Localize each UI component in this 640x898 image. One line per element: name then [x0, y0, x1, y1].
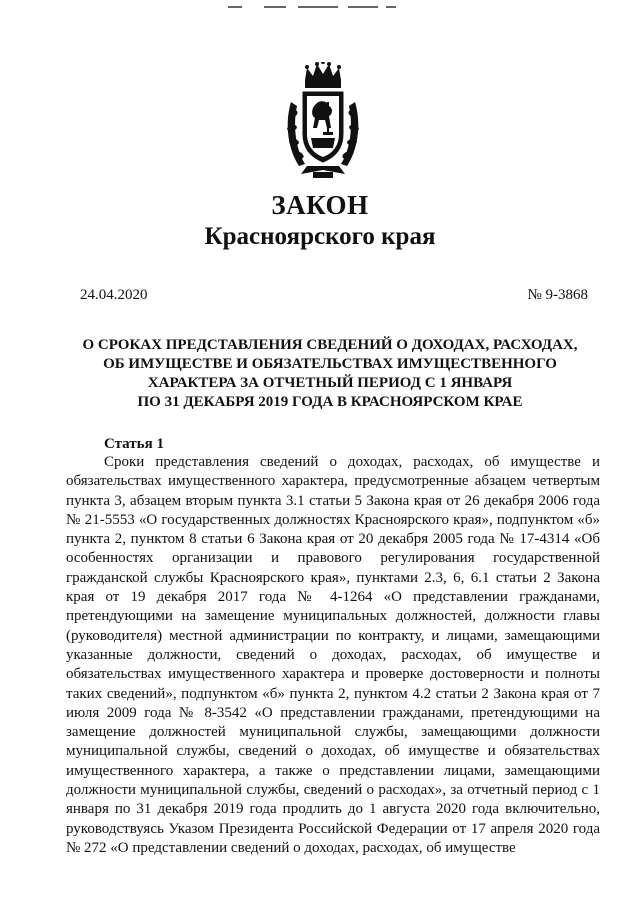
coat-of-arms-icon: [283, 62, 363, 182]
document-number: № 9-3868: [527, 287, 588, 303]
article-title: Статья 1: [104, 436, 164, 452]
law-heading-line: ПО 31 ДЕКАБРЯ 2019 ГОДА В КРАСНОЯРСКОМ КРАЕ: [137, 394, 523, 410]
law-heading-line: О СРОКАХ ПРЕДСТАВЛЕНИЯ СВЕДЕНИЙ О ДОХОДАХ, РАСХОДАХ,: [82, 337, 578, 353]
article-body: Сроки представления сведений о доходах, расходах, об имуществе и обязательствах имущественного характера, предусмотренные абзацем четвертым пункта 3, абзацем вторым пункта 3.1 статьи 5 Закона края от 26 декабря 2006 года № 21-5553 «О государственных должностях Красноярского края», подпунктом «б» пункта 2, пунктом 8 статьи 6 Закона края от 20 декабря 2005 года № 17-4314 «Об особенностях организации и правового регулирования государственной гражданской службы Красноярского края», пунктами 2.3, 6, 6.1 статьи 2 Закона края от 19 декабря 2017 года № 4-1264 «О представлении гражданами, претендующими на замещение муниципальных должностей, должности главы (руководителя) местной администрации по контракту, и лицами, замещающими указанные должности, сведений о доходах, расходах, об имуществе и обязательствах имущественного характера и проверке достоверности и полноты таких сведений», подпунктом «б» пункта 2, пунктом 4.2 статьи 2 Закона края от 7 июля 2009 года № 8-3542 «О представлении гражданами, претендующими на замещение должностей муниципальной службы, замещающими должности муниципальной службы, сведений о доходах, об имуществе и обязательствах имущественного характера, а также о представлении лицами, замещающими должности муниципальной службы, сведений о расходах», за отчетный период с 1 января по 31 декабря 2019 года продлить до 1 августа 2020 года включительно, руководствуясь Указом Президента Российской Федерации от 17 апреля 2020 года № 272 «О представлении сведений о доходах, расходах, об имуществе: [66, 454, 600, 856]
scan-artifact: [228, 4, 398, 10]
document-date: 24.04.2020: [80, 287, 148, 303]
document-title: ЗАКОН: [271, 190, 369, 220]
law-heading: [70, 336, 590, 412]
document-subtitle: Красноярского края: [204, 223, 436, 250]
law-heading-line: ХАРАКТЕРА ЗА ОТЧЕТНЫЙ ПЕРИОД С 1 ЯНВАРЯ: [147, 375, 513, 391]
law-heading-line: ОБ ИМУЩЕСТВЕ И ОБЯЗАТЕЛЬСТВАХ ИМУЩЕСТВЕННОГО: [103, 356, 557, 372]
